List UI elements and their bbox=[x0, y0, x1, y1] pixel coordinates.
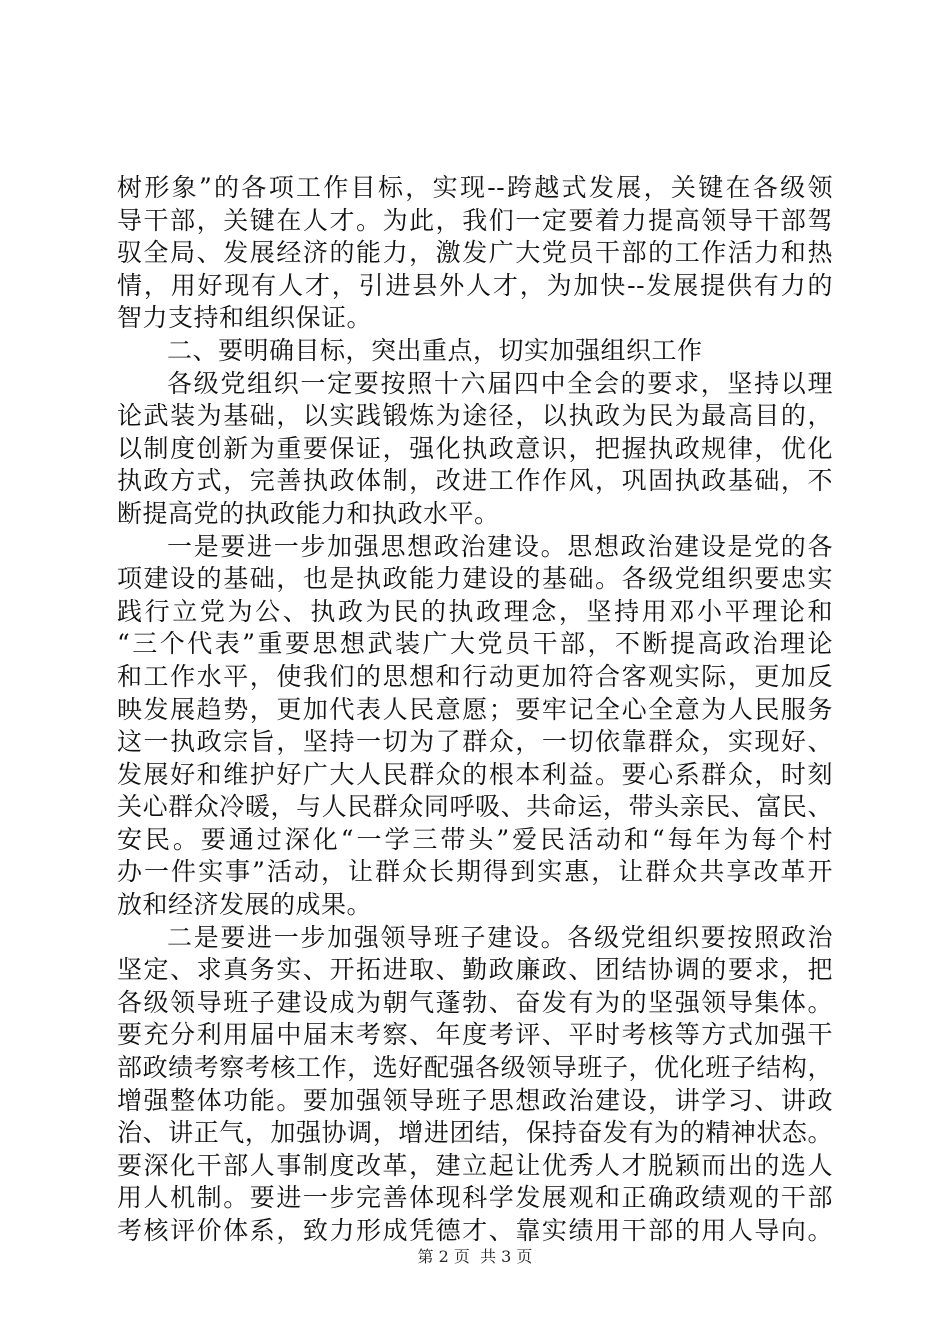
text-line: 情，用好现有人才，引进县外人才，为加快--发展提供有力的 bbox=[117, 270, 833, 300]
text-line: 这一执政宗旨，坚持一切为了群众，一切依靠群众，实现好、 bbox=[117, 727, 833, 757]
text-line: 智力支持和组织保证。 bbox=[117, 303, 373, 333]
text-line: “三个代表”重要思想武装广大党员干部，不断提高政治理论 bbox=[117, 629, 833, 659]
text-line: 要深化干部人事制度改革，建立起让优秀人才脱颖而出的选人 bbox=[117, 1150, 833, 1180]
text-line: 驭全局、发展经济的能力，激发广大党员干部的工作活力和热 bbox=[117, 238, 833, 268]
text-line: 增强整体功能。要加强领导班子思想政治建设，讲学习、讲政 bbox=[117, 1085, 833, 1115]
text-line: 部政绩考察考核工作，选好配强各级领导班子，优化班子结构， bbox=[117, 1053, 833, 1083]
text-line: 各级领导班子建设成为朝气蓬勃、奋发有为的坚强领导集体。 bbox=[117, 987, 833, 1017]
text-line: 考核评价体系，致力形成凭德才、靠实绩用干部的用人导向。 bbox=[117, 1216, 833, 1245]
text-line: 践行立党为公、执政为民的执政理念，坚持用邓小平理论和 bbox=[117, 596, 833, 626]
text-line: 坚定、求真务实、开拓进取、勤政廉政、团结协调的要求，把 bbox=[117, 955, 833, 985]
text-line: 映发展趋势，更加代表人民意愿；要牢记全心全意为人民服务 bbox=[117, 694, 833, 724]
text-line: 树形象”的各项工作目标，实现--跨越式发展，关键在各级领 bbox=[117, 173, 833, 202]
document-body bbox=[117, 172, 833, 1248]
text-line: 导干部，关键在人才。为此，我们一定要着力提高领导干部驾 bbox=[117, 205, 833, 235]
text-line: 执政方式，完善执政体制，改进工作作风，巩固执政基础，不 bbox=[117, 466, 833, 496]
text-line: 治、讲正气，加强协调，增进团结，保持奋发有为的精神状态。 bbox=[117, 1118, 833, 1148]
text-line: 各级党组织一定要按照十六届四中全会的要求，坚持以理 bbox=[167, 368, 833, 398]
text-line: 和工作水平，使我们的思想和行动更加符合客观实际，更加反 bbox=[117, 661, 833, 691]
text-line: 关心群众冷暖，与人民群众同呼吸、共命运，带头亲民、富民、 bbox=[117, 792, 833, 822]
text-line: 放和经济发展的成果。 bbox=[117, 890, 373, 920]
text-line: 断提高党的执政能力和执政水平。 bbox=[117, 498, 500, 528]
section-heading: 二、要明确目标，突出重点，切实加强组织工作 bbox=[167, 335, 703, 365]
text-line: 安民。要通过深化“一学三带头”爱民活动和“每年为每个村 bbox=[117, 824, 833, 854]
text-line: 办一件实事”活动，让群众长期得到实惠，让群众共享改革开 bbox=[117, 857, 833, 887]
text-line: 项建设的基础，也是执政能力建设的基础。各级党组织要忠实 bbox=[117, 564, 833, 594]
text-line: 一是要进一步加强思想政治建设。思想政治建设是党的各 bbox=[167, 531, 833, 561]
text-line: 论武装为基础，以实践锻炼为途径，以执政为民为最高目的， bbox=[117, 401, 833, 431]
text-line: 要充分利用届中届末考察、年度考评、平时考核等方式加强干 bbox=[117, 1020, 833, 1050]
page-number-footer: 第 2 页 共 3 页 bbox=[417, 1247, 533, 1266]
text-line: 用人机制。要进一步完善体现科学发展观和正确政绩观的干部 bbox=[117, 1183, 833, 1213]
text-line: 以制度创新为重要保证，强化执政意识，把握执政规律，优化 bbox=[117, 433, 833, 463]
text-line: 发展好和维护好广大人民群众的根本利益。要心系群众，时刻 bbox=[117, 759, 833, 789]
text-line: 二是要进一步加强领导班子建设。各级党组织要按照政治 bbox=[167, 922, 833, 952]
